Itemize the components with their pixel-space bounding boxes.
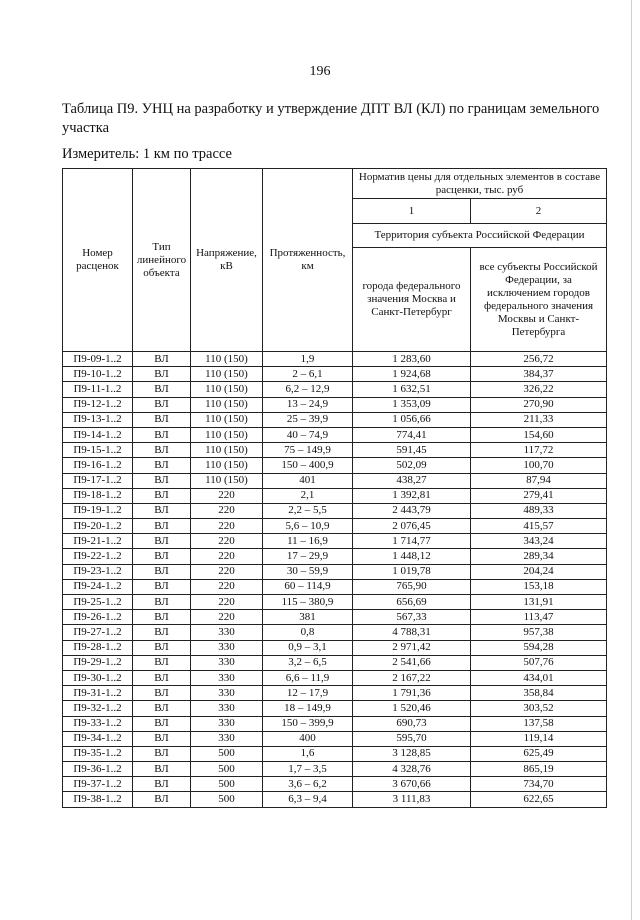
cell-length: 18 – 149,9 bbox=[263, 701, 353, 716]
cell-price-other: 211,33 bbox=[471, 412, 607, 427]
cell-number: П9-13-1..2 bbox=[63, 412, 133, 427]
table-row bbox=[63, 352, 607, 367]
measure-unit: Измеритель: 1 км по трассе bbox=[62, 146, 232, 162]
cell-price-moscow-spb: 2 541,66 bbox=[353, 655, 471, 670]
table-row bbox=[63, 579, 607, 594]
cell-voltage: 110 (150) bbox=[191, 382, 263, 397]
cell-length: 3,6 – 6,2 bbox=[263, 777, 353, 792]
cell-price-other: 358,84 bbox=[471, 686, 607, 701]
cell-price-moscow-spb: 2 167,22 bbox=[353, 670, 471, 685]
cell-price-moscow-spb: 1 448,12 bbox=[353, 549, 471, 564]
cell-type: ВЛ bbox=[133, 777, 191, 792]
cell-price-moscow-spb: 690,73 bbox=[353, 716, 471, 731]
cell-price-other: 119,14 bbox=[471, 731, 607, 746]
cell-price-other: 137,58 bbox=[471, 716, 607, 731]
table-row bbox=[63, 595, 607, 610]
cell-length: 2,2 – 5,5 bbox=[263, 503, 353, 518]
cell-voltage: 500 bbox=[191, 792, 263, 807]
cell-length: 1,6 bbox=[263, 746, 353, 761]
header-territory: Территория субъекта Российской Федерации bbox=[353, 224, 607, 248]
cell-number: П9-36-1..2 bbox=[63, 762, 133, 777]
cell-price-other: 270,90 bbox=[471, 397, 607, 412]
cell-price-other: 87,94 bbox=[471, 473, 607, 488]
cell-price-moscow-spb: 567,33 bbox=[353, 610, 471, 625]
header-moscow-spb: города федерального значения Москва и Санкт-Петербург bbox=[353, 248, 471, 352]
cell-type: ВЛ bbox=[133, 488, 191, 503]
cell-number: П9-32-1..2 bbox=[63, 701, 133, 716]
cell-length: 6,2 – 12,9 bbox=[263, 382, 353, 397]
cell-number: П9-17-1..2 bbox=[63, 473, 133, 488]
cell-price-other: 343,24 bbox=[471, 534, 607, 549]
cell-type: ВЛ bbox=[133, 762, 191, 777]
cell-price-other: 865,19 bbox=[471, 762, 607, 777]
table-row bbox=[63, 427, 607, 442]
cell-type: ВЛ bbox=[133, 564, 191, 579]
table-row bbox=[63, 473, 607, 488]
cell-type: ВЛ bbox=[133, 397, 191, 412]
cell-number: П9-10-1..2 bbox=[63, 367, 133, 382]
table-title: Таблица П9. УНЦ на разработку и утверждение ДПТ ВЛ (КЛ) по границам земельного участка bbox=[62, 101, 600, 136]
table-row bbox=[63, 549, 607, 564]
cell-price-other: 279,41 bbox=[471, 488, 607, 503]
table-row bbox=[63, 488, 607, 503]
cell-price-other: 434,01 bbox=[471, 670, 607, 685]
cell-voltage: 220 bbox=[191, 534, 263, 549]
cell-length: 401 bbox=[263, 473, 353, 488]
table-row bbox=[63, 716, 607, 731]
cell-length: 1,7 – 3,5 bbox=[263, 762, 353, 777]
cell-voltage: 330 bbox=[191, 731, 263, 746]
cell-price-moscow-spb: 3 128,85 bbox=[353, 746, 471, 761]
cell-voltage: 110 (150) bbox=[191, 427, 263, 442]
cell-voltage: 110 (150) bbox=[191, 352, 263, 367]
cell-type: ВЛ bbox=[133, 670, 191, 685]
table-row bbox=[63, 670, 607, 685]
cell-length: 2,1 bbox=[263, 488, 353, 503]
price-table bbox=[62, 168, 607, 808]
cell-voltage: 220 bbox=[191, 579, 263, 594]
cell-type: ВЛ bbox=[133, 731, 191, 746]
header-voltage: Напряжение, кВ bbox=[191, 169, 263, 352]
cell-price-moscow-spb: 4 328,76 bbox=[353, 762, 471, 777]
table-row bbox=[63, 534, 607, 549]
cell-number: П9-26-1..2 bbox=[63, 610, 133, 625]
cell-price-other: 289,34 bbox=[471, 549, 607, 564]
cell-type: ВЛ bbox=[133, 610, 191, 625]
cell-number: П9-35-1..2 bbox=[63, 746, 133, 761]
cell-voltage: 500 bbox=[191, 777, 263, 792]
cell-price-moscow-spb: 595,70 bbox=[353, 731, 471, 746]
cell-number: П9-25-1..2 bbox=[63, 595, 133, 610]
cell-number: П9-22-1..2 bbox=[63, 549, 133, 564]
cell-price-other: 100,70 bbox=[471, 458, 607, 473]
cell-price-moscow-spb: 2 443,79 bbox=[353, 503, 471, 518]
header-col-1: 1 bbox=[353, 199, 471, 224]
cell-voltage: 110 (150) bbox=[191, 443, 263, 458]
cell-price-other: 303,52 bbox=[471, 701, 607, 716]
cell-length: 6,6 – 11,9 bbox=[263, 670, 353, 685]
cell-number: П9-11-1..2 bbox=[63, 382, 133, 397]
header-type: Тип линейного объекта bbox=[133, 169, 191, 352]
cell-price-other: 489,33 bbox=[471, 503, 607, 518]
cell-length: 6,3 – 9,4 bbox=[263, 792, 353, 807]
cell-length: 150 – 400,9 bbox=[263, 458, 353, 473]
cell-price-other: 622,65 bbox=[471, 792, 607, 807]
cell-price-other: 204,24 bbox=[471, 564, 607, 579]
cell-type: ВЛ bbox=[133, 519, 191, 534]
page-number: 196 bbox=[309, 64, 331, 79]
table-row bbox=[63, 792, 607, 807]
cell-price-other: 507,76 bbox=[471, 655, 607, 670]
cell-number: П9-34-1..2 bbox=[63, 731, 133, 746]
cell-type: ВЛ bbox=[133, 549, 191, 564]
cell-price-other: 256,72 bbox=[471, 352, 607, 367]
cell-length: 40 – 74,9 bbox=[263, 427, 353, 442]
cell-type: ВЛ bbox=[133, 427, 191, 442]
cell-voltage: 110 (150) bbox=[191, 367, 263, 382]
scan-edge-line bbox=[631, 0, 632, 920]
table-row bbox=[63, 367, 607, 382]
cell-number: П9-09-1..2 bbox=[63, 352, 133, 367]
cell-voltage: 500 bbox=[191, 746, 263, 761]
cell-price-other: 625,49 bbox=[471, 746, 607, 761]
table-row bbox=[63, 397, 607, 412]
cell-length: 150 – 399,9 bbox=[263, 716, 353, 731]
table-row bbox=[63, 762, 607, 777]
cell-length: 11 – 16,9 bbox=[263, 534, 353, 549]
cell-price-moscow-spb: 1 714,77 bbox=[353, 534, 471, 549]
cell-number: П9-19-1..2 bbox=[63, 503, 133, 518]
table-row bbox=[63, 610, 607, 625]
header-norm: Норматив цены для отдельных элементов в составе расценки, тыс. руб bbox=[353, 169, 607, 199]
cell-length: 12 – 17,9 bbox=[263, 686, 353, 701]
cell-length: 0,8 bbox=[263, 625, 353, 640]
cell-voltage: 330 bbox=[191, 655, 263, 670]
cell-length: 381 bbox=[263, 610, 353, 625]
cell-voltage: 220 bbox=[191, 488, 263, 503]
cell-voltage: 110 (150) bbox=[191, 412, 263, 427]
cell-number: П9-38-1..2 bbox=[63, 792, 133, 807]
cell-length: 75 – 149,9 bbox=[263, 443, 353, 458]
table-row bbox=[63, 640, 607, 655]
cell-type: ВЛ bbox=[133, 655, 191, 670]
table-row bbox=[63, 564, 607, 579]
cell-type: ВЛ bbox=[133, 473, 191, 488]
cell-number: П9-33-1..2 bbox=[63, 716, 133, 731]
cell-type: ВЛ bbox=[133, 443, 191, 458]
cell-price-other: 153,18 bbox=[471, 579, 607, 594]
table-row bbox=[63, 686, 607, 701]
cell-price-other: 113,47 bbox=[471, 610, 607, 625]
cell-number: П9-18-1..2 bbox=[63, 488, 133, 503]
cell-type: ВЛ bbox=[133, 716, 191, 731]
cell-length: 2 – 6,1 bbox=[263, 367, 353, 382]
table-row bbox=[63, 777, 607, 792]
header-number: Номер расценок bbox=[63, 169, 133, 352]
table-row bbox=[63, 625, 607, 640]
table-row bbox=[63, 412, 607, 427]
cell-number: П9-20-1..2 bbox=[63, 519, 133, 534]
table-row bbox=[63, 731, 607, 746]
cell-type: ВЛ bbox=[133, 686, 191, 701]
cell-voltage: 330 bbox=[191, 625, 263, 640]
cell-price-other: 131,91 bbox=[471, 595, 607, 610]
cell-price-other: 957,38 bbox=[471, 625, 607, 640]
cell-type: ВЛ bbox=[133, 625, 191, 640]
cell-length: 30 – 59,9 bbox=[263, 564, 353, 579]
cell-price-moscow-spb: 656,69 bbox=[353, 595, 471, 610]
cell-voltage: 220 bbox=[191, 519, 263, 534]
cell-length: 115 – 380,9 bbox=[263, 595, 353, 610]
cell-price-moscow-spb: 1 019,78 bbox=[353, 564, 471, 579]
cell-number: П9-24-1..2 bbox=[63, 579, 133, 594]
cell-price-moscow-spb: 1 791,36 bbox=[353, 686, 471, 701]
cell-number: П9-12-1..2 bbox=[63, 397, 133, 412]
cell-voltage: 220 bbox=[191, 564, 263, 579]
cell-type: ВЛ bbox=[133, 595, 191, 610]
cell-type: ВЛ bbox=[133, 412, 191, 427]
cell-number: П9-15-1..2 bbox=[63, 443, 133, 458]
cell-length: 1,9 bbox=[263, 352, 353, 367]
cell-type: ВЛ bbox=[133, 579, 191, 594]
cell-type: ВЛ bbox=[133, 792, 191, 807]
cell-voltage: 330 bbox=[191, 640, 263, 655]
cell-type: ВЛ bbox=[133, 382, 191, 397]
cell-price-moscow-spb: 1 520,46 bbox=[353, 701, 471, 716]
table-row bbox=[63, 382, 607, 397]
cell-length: 3,2 – 6,5 bbox=[263, 655, 353, 670]
cell-voltage: 220 bbox=[191, 595, 263, 610]
table-row bbox=[63, 655, 607, 670]
cell-voltage: 220 bbox=[191, 549, 263, 564]
cell-price-other: 326,22 bbox=[471, 382, 607, 397]
cell-number: П9-31-1..2 bbox=[63, 686, 133, 701]
cell-voltage: 330 bbox=[191, 716, 263, 731]
cell-length: 13 – 24,9 bbox=[263, 397, 353, 412]
cell-price-moscow-spb: 438,27 bbox=[353, 473, 471, 488]
cell-price-moscow-spb: 2 971,42 bbox=[353, 640, 471, 655]
cell-length: 17 – 29,9 bbox=[263, 549, 353, 564]
cell-price-moscow-spb: 3 111,83 bbox=[353, 792, 471, 807]
cell-type: ВЛ bbox=[133, 746, 191, 761]
header-length: Протяженность, км bbox=[263, 169, 353, 352]
cell-voltage: 330 bbox=[191, 686, 263, 701]
cell-price-other: 384,37 bbox=[471, 367, 607, 382]
cell-price-moscow-spb: 1 353,09 bbox=[353, 397, 471, 412]
cell-price-other: 594,28 bbox=[471, 640, 607, 655]
cell-number: П9-14-1..2 bbox=[63, 427, 133, 442]
cell-price-moscow-spb: 591,45 bbox=[353, 443, 471, 458]
cell-number: П9-27-1..2 bbox=[63, 625, 133, 640]
cell-number: П9-21-1..2 bbox=[63, 534, 133, 549]
cell-number: П9-29-1..2 bbox=[63, 655, 133, 670]
cell-voltage: 330 bbox=[191, 670, 263, 685]
cell-voltage: 110 (150) bbox=[191, 397, 263, 412]
cell-number: П9-30-1..2 bbox=[63, 670, 133, 685]
cell-price-moscow-spb: 765,90 bbox=[353, 579, 471, 594]
table-row bbox=[63, 458, 607, 473]
cell-type: ВЛ bbox=[133, 503, 191, 518]
cell-type: ВЛ bbox=[133, 458, 191, 473]
table-row bbox=[63, 746, 607, 761]
cell-price-other: 415,57 bbox=[471, 519, 607, 534]
cell-price-moscow-spb: 1 924,68 bbox=[353, 367, 471, 382]
cell-voltage: 220 bbox=[191, 503, 263, 518]
cell-type: ВЛ bbox=[133, 640, 191, 655]
cell-price-moscow-spb: 1 632,51 bbox=[353, 382, 471, 397]
cell-price-moscow-spb: 502,09 bbox=[353, 458, 471, 473]
cell-price-moscow-spb: 1 392,81 bbox=[353, 488, 471, 503]
cell-voltage: 500 bbox=[191, 762, 263, 777]
cell-voltage: 330 bbox=[191, 701, 263, 716]
cell-price-moscow-spb: 1 056,66 bbox=[353, 412, 471, 427]
cell-price-other: 734,70 bbox=[471, 777, 607, 792]
table-row bbox=[63, 443, 607, 458]
cell-voltage: 110 (150) bbox=[191, 458, 263, 473]
cell-number: П9-16-1..2 bbox=[63, 458, 133, 473]
cell-price-moscow-spb: 774,41 bbox=[353, 427, 471, 442]
cell-type: ВЛ bbox=[133, 367, 191, 382]
cell-voltage: 220 bbox=[191, 610, 263, 625]
cell-type: ВЛ bbox=[133, 352, 191, 367]
cell-length: 400 bbox=[263, 731, 353, 746]
cell-price-moscow-spb: 2 076,45 bbox=[353, 519, 471, 534]
cell-price-moscow-spb: 4 788,31 bbox=[353, 625, 471, 640]
cell-price-moscow-spb: 3 670,66 bbox=[353, 777, 471, 792]
cell-length: 25 – 39,9 bbox=[263, 412, 353, 427]
table-row bbox=[63, 503, 607, 518]
cell-price-other: 117,72 bbox=[471, 443, 607, 458]
cell-number: П9-23-1..2 bbox=[63, 564, 133, 579]
table-row bbox=[63, 519, 607, 534]
cell-number: П9-37-1..2 bbox=[63, 777, 133, 792]
cell-price-other: 154,60 bbox=[471, 427, 607, 442]
cell-length: 5,6 – 10,9 bbox=[263, 519, 353, 534]
header-other-regions: все субъекты Российской Федерации, за исключением городов федерального значения Москвы и Санкт-Петербурга bbox=[471, 248, 607, 352]
cell-voltage: 110 (150) bbox=[191, 473, 263, 488]
cell-length: 0,9 – 3,1 bbox=[263, 640, 353, 655]
cell-type: ВЛ bbox=[133, 701, 191, 716]
cell-number: П9-28-1..2 bbox=[63, 640, 133, 655]
header-col-2: 2 bbox=[471, 199, 607, 224]
table-row bbox=[63, 701, 607, 716]
cell-type: ВЛ bbox=[133, 534, 191, 549]
cell-length: 60 – 114,9 bbox=[263, 579, 353, 594]
cell-price-moscow-spb: 1 283,60 bbox=[353, 352, 471, 367]
